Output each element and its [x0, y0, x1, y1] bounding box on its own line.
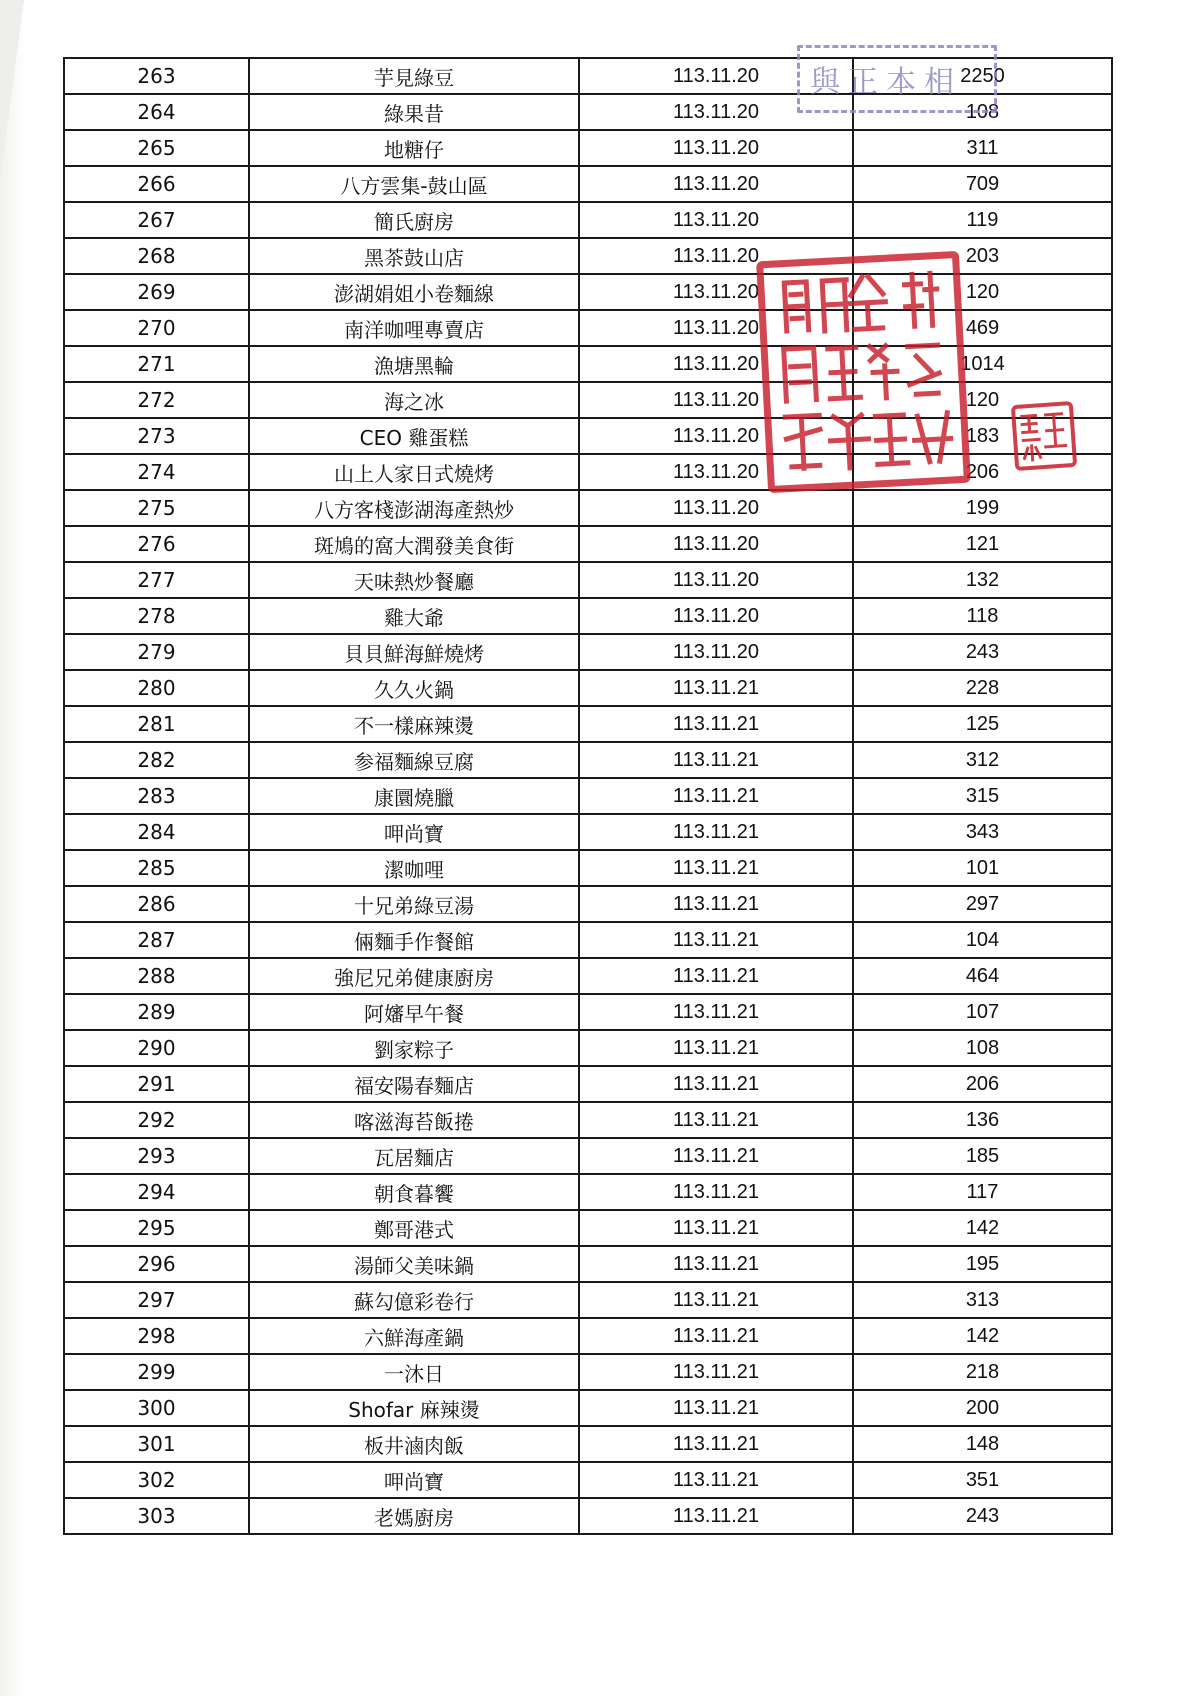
store-name-cell: 雞大爺 — [249, 598, 579, 634]
date-cell: 113.11.20 — [579, 382, 853, 418]
date-cell: 113.11.21 — [579, 1246, 853, 1282]
table-row — [64, 1462, 1112, 1498]
row-number-cell: 276 — [64, 526, 249, 562]
row-number-cell: 286 — [64, 886, 249, 922]
store-name-cell: 老媽廚房 — [249, 1498, 579, 1534]
table-row — [64, 886, 1112, 922]
row-number-cell: 275 — [64, 490, 249, 526]
row-number-cell: 263 — [64, 58, 249, 94]
table-row — [64, 1390, 1112, 1426]
count-cell: 206 — [853, 1066, 1112, 1102]
row-number-cell: 280 — [64, 670, 249, 706]
count-cell: 200 — [853, 1390, 1112, 1426]
row-number-cell: 274 — [64, 454, 249, 490]
count-cell: 2250 — [853, 58, 1112, 94]
organization-seal — [756, 251, 971, 493]
date-cell: 113.11.21 — [579, 1030, 853, 1066]
date-cell: 113.11.20 — [579, 94, 853, 130]
store-name-cell: 参福麵線豆腐 — [249, 742, 579, 778]
count-cell: 104 — [853, 922, 1112, 958]
certified-copy-stamp-text: 與正本相 — [810, 65, 962, 100]
row-number-cell: 264 — [64, 94, 249, 130]
count-cell: 351 — [853, 1462, 1112, 1498]
folded-corner — [0, 0, 24, 180]
table-row — [64, 1030, 1112, 1066]
count-cell: 218 — [853, 1354, 1112, 1390]
row-number-cell: 277 — [64, 562, 249, 598]
count-cell: 108 — [853, 94, 1112, 130]
table-row — [64, 1138, 1112, 1174]
row-number-cell: 272 — [64, 382, 249, 418]
table-row — [64, 850, 1112, 886]
date-cell: 113.11.21 — [579, 1426, 853, 1462]
count-cell: 142 — [853, 1318, 1112, 1354]
store-name-cell: 康圜燒臘 — [249, 778, 579, 814]
count-cell: 464 — [853, 958, 1112, 994]
page-edge-shadow — [0, 0, 26, 1696]
row-number-cell: 300 — [64, 1390, 249, 1426]
table-row — [64, 1426, 1112, 1462]
count-cell: 297 — [853, 886, 1112, 922]
store-name-cell: 強尼兄弟健康廚房 — [249, 958, 579, 994]
store-name-cell: 潔咖哩 — [249, 850, 579, 886]
row-number-cell: 270 — [64, 310, 249, 346]
count-cell: 1014 — [853, 346, 1112, 382]
store-name-cell: 倆麵手作餐館 — [249, 922, 579, 958]
certified-copy-stamp — [797, 45, 997, 113]
table-row — [64, 166, 1112, 202]
store-name-cell: 地糖仔 — [249, 130, 579, 166]
row-number-cell: 292 — [64, 1102, 249, 1138]
store-name-cell: 貝貝鮮海鮮燒烤 — [249, 634, 579, 670]
store-name-cell: 芋見綠豆 — [249, 58, 579, 94]
date-cell: 113.11.21 — [579, 814, 853, 850]
store-name-cell: Shofar 麻辣燙 — [249, 1390, 579, 1426]
date-cell: 113.11.21 — [579, 778, 853, 814]
date-cell: 113.11.21 — [579, 1066, 853, 1102]
organization-seal-glyphs — [763, 258, 963, 486]
store-name-cell: 黑茶鼓山店 — [249, 238, 579, 274]
count-cell: 243 — [853, 1498, 1112, 1534]
row-number-cell: 302 — [64, 1462, 249, 1498]
table-row — [64, 742, 1112, 778]
date-cell: 113.11.21 — [579, 1462, 853, 1498]
date-cell: 113.11.21 — [579, 670, 853, 706]
count-cell: 203 — [853, 238, 1112, 274]
personal-seal — [1011, 401, 1077, 471]
row-number-cell: 289 — [64, 994, 249, 1030]
store-name-cell: 綠果昔 — [249, 94, 579, 130]
date-cell: 113.11.21 — [579, 994, 853, 1030]
row-number-cell: 291 — [64, 1066, 249, 1102]
row-number-cell: 303 — [64, 1498, 249, 1534]
date-cell: 113.11.21 — [579, 850, 853, 886]
date-cell: 113.11.21 — [579, 1138, 853, 1174]
store-name-cell: 瓦居麵店 — [249, 1138, 579, 1174]
store-name-cell: CEO 雞蛋糕 — [249, 418, 579, 454]
row-number-cell: 290 — [64, 1030, 249, 1066]
row-number-cell: 295 — [64, 1210, 249, 1246]
table-row — [64, 994, 1112, 1030]
count-cell: 243 — [853, 634, 1112, 670]
table-row — [64, 1354, 1112, 1390]
table-row — [64, 1066, 1112, 1102]
row-number-cell: 297 — [64, 1282, 249, 1318]
count-cell: 118 — [853, 598, 1112, 634]
table-row — [64, 706, 1112, 742]
date-cell: 113.11.21 — [579, 1102, 853, 1138]
date-cell: 113.11.20 — [579, 562, 853, 598]
count-cell: 185 — [853, 1138, 1112, 1174]
table-row — [64, 526, 1112, 562]
store-name-cell: 朝食暮饗 — [249, 1174, 579, 1210]
date-cell: 113.11.21 — [579, 1354, 853, 1390]
table-row — [64, 1498, 1112, 1534]
count-cell: 107 — [853, 994, 1112, 1030]
store-name-cell: 山上人家日式燒烤 — [249, 454, 579, 490]
table-row — [64, 814, 1112, 850]
date-cell: 113.11.20 — [579, 418, 853, 454]
count-cell: 709 — [853, 166, 1112, 202]
store-name-cell: 澎湖娟姐小卷麵線 — [249, 274, 579, 310]
store-name-cell: 十兄弟綠豆湯 — [249, 886, 579, 922]
count-cell: 121 — [853, 526, 1112, 562]
date-cell: 113.11.20 — [579, 310, 853, 346]
store-name-cell: 湯師父美味鍋 — [249, 1246, 579, 1282]
count-cell: 136 — [853, 1102, 1112, 1138]
row-number-cell: 279 — [64, 634, 249, 670]
store-name-cell: 不一樣麻辣燙 — [249, 706, 579, 742]
table-row — [64, 1102, 1112, 1138]
table-row — [64, 202, 1112, 238]
store-name-cell: 簡氏廚房 — [249, 202, 579, 238]
store-name-cell: 一沐日 — [249, 1354, 579, 1390]
store-name-cell: 劉家粽子 — [249, 1030, 579, 1066]
count-cell: 117 — [853, 1174, 1112, 1210]
date-cell: 113.11.21 — [579, 1174, 853, 1210]
count-cell: 195 — [853, 1246, 1112, 1282]
table-row — [64, 1174, 1112, 1210]
date-cell: 113.11.20 — [579, 58, 853, 94]
store-name-cell: 板井滷肉飯 — [249, 1426, 579, 1462]
store-name-cell: 鄭哥港式 — [249, 1210, 579, 1246]
count-cell: 313 — [853, 1282, 1112, 1318]
personal-seal-glyphs — [1015, 405, 1073, 467]
row-number-cell: 287 — [64, 922, 249, 958]
row-number-cell: 301 — [64, 1426, 249, 1462]
row-number-cell: 299 — [64, 1354, 249, 1390]
date-cell: 113.11.20 — [579, 346, 853, 382]
store-name-cell: 福安陽春麵店 — [249, 1066, 579, 1102]
table-row — [64, 562, 1112, 598]
store-name-cell: 呷尚寶 — [249, 814, 579, 850]
row-number-cell: 283 — [64, 778, 249, 814]
date-cell: 113.11.20 — [579, 634, 853, 670]
row-number-cell: 293 — [64, 1138, 249, 1174]
count-cell: 343 — [853, 814, 1112, 850]
count-cell: 101 — [853, 850, 1112, 886]
count-cell: 206 — [853, 454, 1112, 490]
store-name-cell: 海之冰 — [249, 382, 579, 418]
date-cell: 113.11.20 — [579, 454, 853, 490]
date-cell: 113.11.20 — [579, 238, 853, 274]
row-number-cell: 298 — [64, 1318, 249, 1354]
table-row — [64, 1246, 1112, 1282]
row-number-cell: 273 — [64, 418, 249, 454]
table-row — [64, 130, 1112, 166]
date-cell: 113.11.21 — [579, 742, 853, 778]
store-name-cell: 天味熱炒餐廳 — [249, 562, 579, 598]
store-name-cell: 蘇勾億彩卷行 — [249, 1282, 579, 1318]
table-row — [64, 670, 1112, 706]
count-cell: 142 — [853, 1210, 1112, 1246]
date-cell: 113.11.21 — [579, 886, 853, 922]
date-cell: 113.11.21 — [579, 1282, 853, 1318]
row-number-cell: 265 — [64, 130, 249, 166]
row-number-cell: 266 — [64, 166, 249, 202]
table-row — [64, 958, 1112, 994]
row-number-cell: 278 — [64, 598, 249, 634]
date-cell: 113.11.21 — [579, 1318, 853, 1354]
store-name-cell: 六鮮海產鍋 — [249, 1318, 579, 1354]
date-cell: 113.11.20 — [579, 490, 853, 526]
count-cell: 469 — [853, 310, 1112, 346]
store-name-cell: 漁塘黑輪 — [249, 346, 579, 382]
date-cell: 113.11.20 — [579, 166, 853, 202]
table-row — [64, 922, 1112, 958]
table-row — [64, 634, 1112, 670]
store-name-cell: 八方雲集-鼓山區 — [249, 166, 579, 202]
count-cell: 311 — [853, 130, 1112, 166]
table-row — [64, 1210, 1112, 1246]
count-cell: 199 — [853, 490, 1112, 526]
store-name-cell: 呷尚寶 — [249, 1462, 579, 1498]
count-cell: 120 — [853, 382, 1112, 418]
count-cell: 228 — [853, 670, 1112, 706]
table-row — [64, 598, 1112, 634]
row-number-cell: 285 — [64, 850, 249, 886]
date-cell: 113.11.21 — [579, 1498, 853, 1534]
row-number-cell: 269 — [64, 274, 249, 310]
row-number-cell: 271 — [64, 346, 249, 382]
count-cell: 132 — [853, 562, 1112, 598]
row-number-cell: 281 — [64, 706, 249, 742]
count-cell: 125 — [853, 706, 1112, 742]
store-name-cell: 阿嬸早午餐 — [249, 994, 579, 1030]
row-number-cell: 294 — [64, 1174, 249, 1210]
table-row — [64, 1318, 1112, 1354]
store-name-cell: 八方客棧澎湖海產熱炒 — [249, 490, 579, 526]
date-cell: 113.11.21 — [579, 922, 853, 958]
row-number-cell: 282 — [64, 742, 249, 778]
date-cell: 113.11.20 — [579, 598, 853, 634]
table-row — [64, 490, 1112, 526]
row-number-cell: 267 — [64, 202, 249, 238]
store-name-cell: 斑鳩的窩大潤發美食街 — [249, 526, 579, 562]
date-cell: 113.11.21 — [579, 1210, 853, 1246]
row-number-cell: 288 — [64, 958, 249, 994]
count-cell: 183 — [853, 418, 1112, 454]
store-name-cell: 南洋咖哩專賣店 — [249, 310, 579, 346]
count-cell: 315 — [853, 778, 1112, 814]
count-cell: 108 — [853, 1030, 1112, 1066]
count-cell: 120 — [853, 274, 1112, 310]
count-cell: 119 — [853, 202, 1112, 238]
count-cell: 312 — [853, 742, 1112, 778]
date-cell: 113.11.21 — [579, 958, 853, 994]
date-cell: 113.11.20 — [579, 202, 853, 238]
table-row — [64, 1282, 1112, 1318]
count-cell: 148 — [853, 1426, 1112, 1462]
row-number-cell: 296 — [64, 1246, 249, 1282]
store-name-cell: 喀滋海苔飯捲 — [249, 1102, 579, 1138]
date-cell: 113.11.20 — [579, 526, 853, 562]
row-number-cell: 284 — [64, 814, 249, 850]
table-row — [64, 778, 1112, 814]
date-cell: 113.11.21 — [579, 706, 853, 742]
date-cell: 113.11.20 — [579, 274, 853, 310]
date-cell: 113.11.20 — [579, 130, 853, 166]
date-cell: 113.11.21 — [579, 1390, 853, 1426]
row-number-cell: 268 — [64, 238, 249, 274]
store-name-cell: 久久火鍋 — [249, 670, 579, 706]
